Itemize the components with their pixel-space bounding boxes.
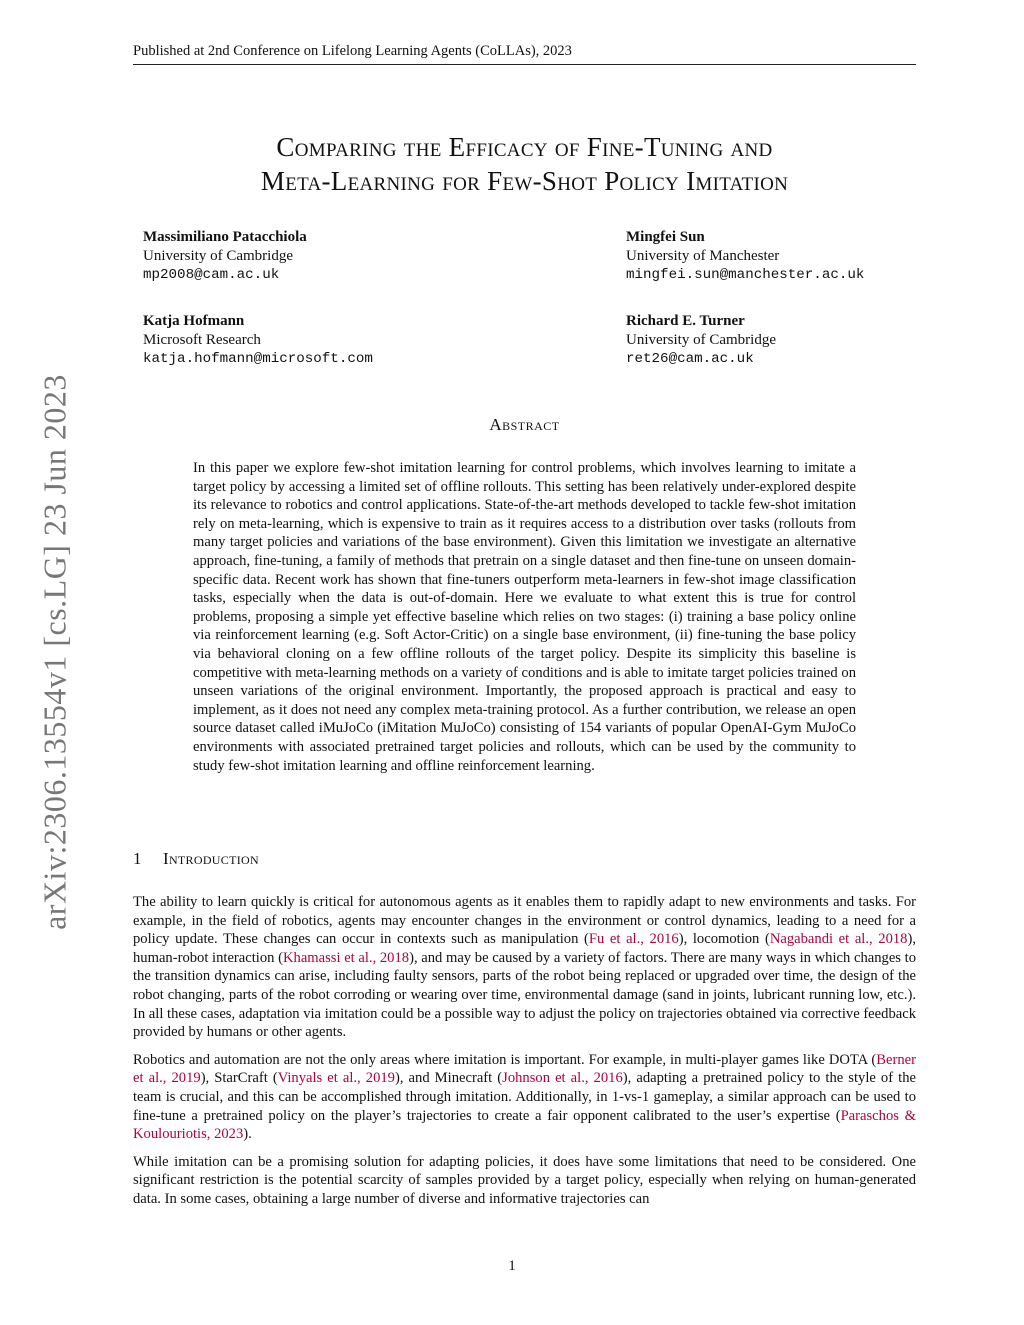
author-block [626,312,776,369]
text-run: Robotics and automation are not the only areas where imitation is important. For example, in multi-player games like DOTA ( [133,1051,877,1068]
text-run: ), adapting a pretrained policy to the style of the team is crucial, and this can be accomplished through imitation. Additionally, in 1-vs-1 gameplay, a similar approach can be used to fine-tune a pretrained policy on the player’s trajectories to create a fair opponent calibrated to the user’s expertise ( [133,1070,916,1124]
citation-link[interactable]: Johnson et al., 2016 [502,1070,623,1087]
paper-title [133,130,916,198]
section-heading [133,849,916,869]
abstract-heading: Abstract [489,415,560,434]
paragraph [133,893,916,1042]
author-name: Mingfei Sun [626,229,705,245]
author-affiliation: Microsoft Research [143,332,261,348]
citation-link[interactable]: Fu et al., 2016 [588,931,679,948]
author-email[interactable]: ret26@cam.ac.uk [626,351,754,367]
text-run: The ability to learn quickly is critical for autonomous agents as it enables them to rapidly adapt to new environments and tasks. For example, in the field of robotics, agents may encounter changes in the environment or control dynamics, leading to a need for a policy update. These changes can occur in contexts such as manipulation ( [133,894,916,948]
title-line-1: Comparing the Efficacy of Fine-Tuning and [276,132,773,162]
title-line-2: Meta-Learning for Few-Shot Policy Imitation [260,166,789,196]
citation-link[interactable]: Vinyals et al., 2019 [277,1070,395,1087]
text-run: ), and Minecraft ( [394,1070,503,1087]
citation-link[interactable]: Khamassi et al., 2018 [282,949,410,966]
page-number: 1 [508,1258,516,1274]
author-email[interactable]: mingfei.sun@manchester.ac.uk [626,267,865,283]
author-affiliation: University of Manchester [626,248,780,264]
author-email[interactable]: katja.hofmann@microsoft.com [143,351,373,367]
text-run: ), human-robot interaction ( [133,931,916,966]
citation-link[interactable]: Paraschos & Koulouriotis, 2023 [133,1107,916,1143]
section-title: Introduction [163,849,259,868]
author-affiliation: University of Cambridge [626,332,776,348]
paragraph [133,1051,916,1144]
text-run: ), StarCraft ( [200,1070,278,1087]
paragraph: While imitation can be a promising solution for adapting policies, it does have some limitations that need to be considered. One significant restriction is the potential scarcity of samples provided by a target policy, especially when relying on human-generated data. In some cases, obtaining a large number of diverse and informative trajectories can [133,1153,916,1207]
text-run: ), locomotion ( [678,931,770,948]
author-affiliation: University of Cambridge [143,248,293,264]
author-block [626,228,864,285]
introduction-body [133,893,916,1218]
text-run: ), and may be caused by a variety of factors. There are many ways in which changes to the transition dynamics can arise, including faulty sensors, parts of the robot being replaced or upgraded over time, the design of the robot changing, parts of the robot corroding or wearing over time, environmental damage (sand in joints, lubricant running low, etc.). In all these cases, adaptation via imitation could be a possible way to adjust the policy on trajectories obtained via corrective feedback provided by humans or other agents. [133,949,916,1041]
citation-link[interactable]: Nagabandi et al., 2018 [769,931,908,948]
author-block [143,312,373,369]
author-email[interactable]: mp2008@cam.ac.uk [143,267,280,283]
text-run: ). [243,1126,252,1143]
section-number: 1 [133,849,142,868]
author-name: Richard E. Turner [626,313,745,329]
running-header: Published at 2nd Conference on Lifelong Learning Agents (CoLLAs), 2023 [133,43,916,65]
author-name: Massimiliano Patacchiola [143,229,307,245]
author-name: Katja Hofmann [143,313,245,329]
arxiv-stamp[interactable]: arXiv:2306.13554v1 [cs.LG] 23 Jun 2023 [36,374,73,930]
abstract-text: In this paper we explore few-shot imitation learning for control problems, which involves learning to imitate a target policy by accessing a limited set of offline rollouts. This setting has been relatively under-explored despite its relevance to robotics and control applications. State-of-the-art methods developed to tackle few-shot imitation rely on meta-learning, which is expensive to train as it requires access to a distribution over tasks (rollouts from many target policies and variations of the base environment). Given this limitation we investigate an alternative approach, fine-tuning, a family of methods that pretrain on a single dataset and then fine-tune on unseen domain-specific data. Recent work has shown that fine-tuners outperform meta-learners in few-shot image classification tasks, especially when the data is out-of-domain. Here we evaluate to what extent this is true for control problems, proposing a simple yet effective baseline which relies on two stages: (i) training a base policy online via reinforcement learning (e.g. Soft Actor-Critic) on a single base environment, (ii) fine-tuning the base policy via behavioral cloning on a few offline rollouts of the target policy. Despite its simplicity this baseline is competitive with meta-learning methods on a variety of conditions and is able to imitate target policies trained on unseen variations of the original environment. Importantly, the proposed approach is practical and easy to implement, as it does not need any complex meta-training protocol. As a further contribution, we release an open source dataset called iMuJoCo (iMitation MuJoCo) consisting of 154 variants of popular OpenAI-Gym MuJoCo environments with associated pretrained target policies and rollouts, which can be used by the community to study few-shot imitation learning and offline reinforcement learning. [193,460,856,774]
author-block [143,228,307,285]
citation-link[interactable]: Berner et al., 2019 [133,1051,916,1087]
